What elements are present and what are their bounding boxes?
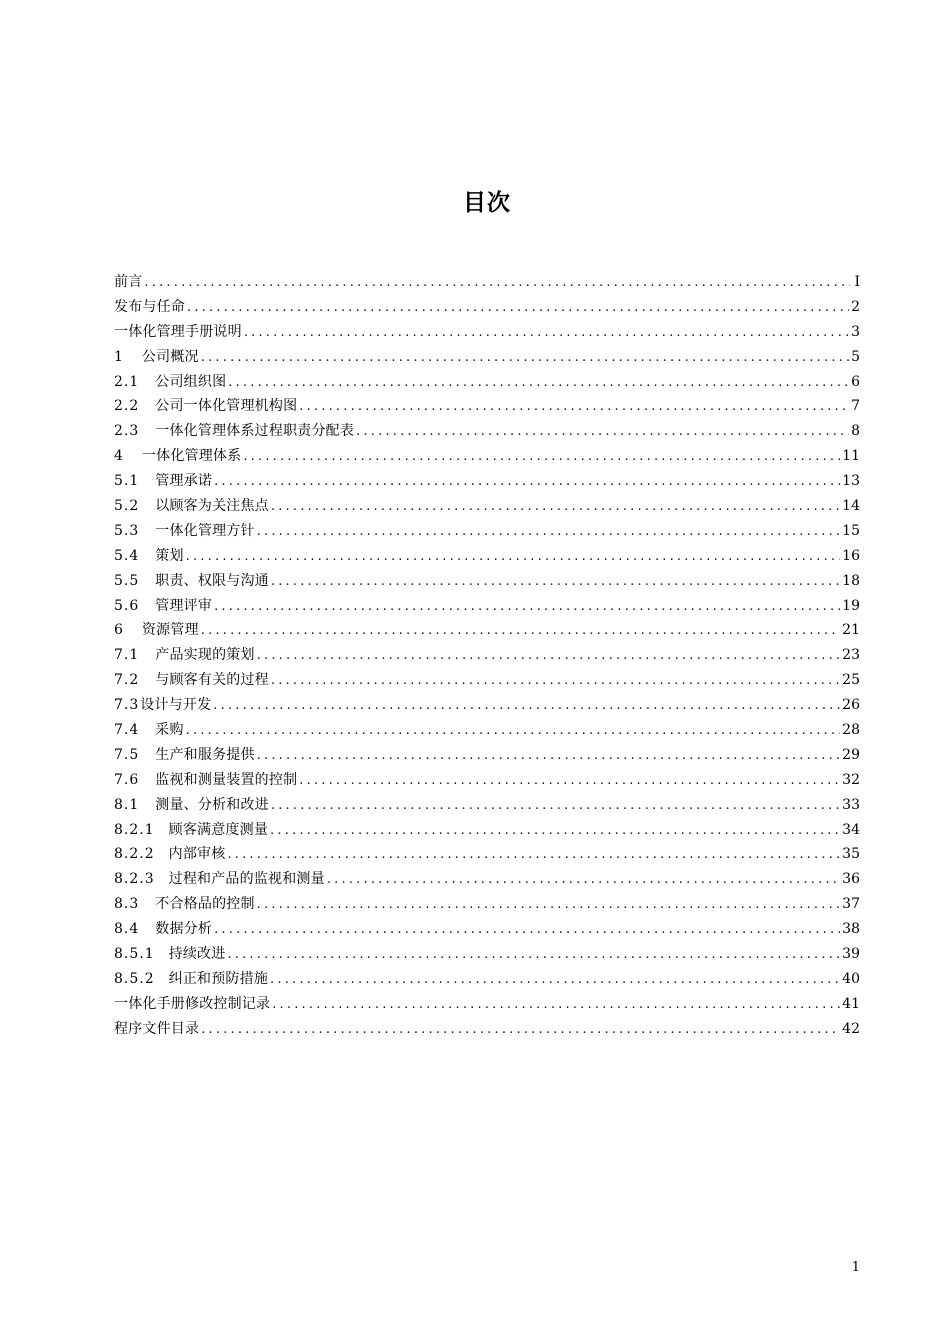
toc-entry[interactable] — [114, 320, 860, 345]
toc-entry-title: 内部审核 — [168, 846, 226, 863]
toc-dot-leader — [244, 321, 849, 345]
toc-entry-page: 42 — [842, 1020, 860, 1037]
toc-dot-leader — [227, 843, 840, 867]
toc-entry[interactable] — [114, 444, 860, 469]
toc-entry[interactable] — [114, 345, 860, 370]
toc-dot-leader — [271, 669, 840, 693]
toc-entry-page: 39 — [842, 946, 860, 963]
toc-dot-leader — [214, 470, 840, 494]
toc-dot-leader — [213, 694, 840, 718]
toc-entry[interactable] — [114, 693, 860, 718]
toc-entry[interactable] — [114, 818, 860, 843]
table-of-contents — [114, 270, 860, 1042]
toc-entry-title: 顾客满意度测量 — [168, 821, 269, 838]
toc-dot-leader — [228, 371, 849, 395]
page-title: 目次 — [463, 190, 511, 216]
toc-entry-page: 21 — [842, 622, 860, 639]
toc-entry-page: 3 — [851, 323, 860, 340]
toc-entry-number: 8.1 — [114, 796, 140, 813]
toc-entry-title: 策划 — [155, 547, 184, 564]
toc-entry-page: 14 — [842, 498, 860, 515]
toc-entry-page: 29 — [842, 746, 860, 763]
footer-page-number: 1 — [851, 1260, 860, 1275]
toc-entry-page: 26 — [842, 697, 860, 714]
toc-entry-title: 一体化管理体系 — [141, 448, 242, 465]
toc-entry-title: 职责、权限与沟通 — [155, 572, 269, 589]
toc-entry-title: 公司概况 — [141, 348, 199, 365]
toc-entry-page: 11 — [842, 448, 860, 465]
toc-entry-title: 一体化管理手册说明 — [114, 323, 242, 340]
toc-entry-number: 5.6 — [114, 597, 140, 614]
toc-entry-page: 28 — [842, 722, 860, 739]
toc-entry-number: 7.1 — [114, 647, 140, 664]
toc-entry-number: 7.4 — [114, 722, 140, 739]
toc-dot-leader — [299, 769, 840, 793]
toc-entry-number: 7.6 — [114, 771, 140, 788]
toc-entry-number: 4 — [114, 448, 124, 465]
toc-entry-number: 7.5 — [114, 746, 140, 763]
toc-entry[interactable] — [114, 544, 860, 569]
toc-entry-number: 8.3 — [114, 896, 140, 913]
toc-entry-number: 7.3 — [114, 697, 140, 714]
toc-entry-page: 41 — [842, 995, 860, 1012]
toc-dot-leader — [201, 1018, 840, 1042]
toc-entry[interactable] — [114, 867, 860, 892]
toc-entry-page: 32 — [842, 771, 860, 788]
toc-dot-leader — [186, 545, 841, 569]
toc-entry-number: 2.3 — [114, 423, 140, 440]
toc-entry-title: 一体化管理方针 — [155, 522, 255, 539]
toc-entry-title: 测量、分析和改进 — [155, 796, 269, 813]
toc-entry[interactable] — [114, 668, 860, 693]
toc-entry-page: 19 — [842, 597, 860, 614]
toc-entry[interactable] — [114, 643, 860, 668]
toc-entry-page: 16 — [842, 547, 860, 564]
toc-entry-title: 数据分析 — [155, 921, 213, 938]
toc-dot-leader — [214, 918, 840, 942]
toc-entry-number: 7.2 — [114, 672, 140, 689]
toc-entry[interactable] — [114, 295, 860, 320]
toc-entry[interactable] — [114, 992, 860, 1017]
toc-dot-leader — [271, 495, 840, 519]
toc-entry-title: 监视和测量装置的控制 — [155, 771, 298, 788]
toc-entry[interactable] — [114, 942, 860, 967]
toc-entry-page: 35 — [842, 846, 860, 863]
toc-entry-page: 5 — [851, 348, 860, 365]
toc-entry-title: 一体化手册修改控制记录 — [114, 995, 271, 1012]
toc-entry-title: 产品实现的策划 — [155, 647, 255, 664]
toc-entry-page: 13 — [842, 473, 860, 490]
toc-entry-title: 设计与开发 — [140, 697, 212, 714]
toc-entry-page: 15 — [842, 522, 860, 539]
toc-dot-leader — [227, 943, 840, 967]
toc-entry-title: 管理承诺 — [155, 473, 213, 490]
toc-entry[interactable] — [114, 594, 860, 619]
toc-entry[interactable] — [114, 1017, 860, 1042]
toc-entry-page: I — [854, 274, 860, 290]
toc-entry-page: 37 — [842, 896, 860, 913]
toc-dot-leader — [144, 271, 850, 295]
toc-entry-title: 资源管理 — [141, 622, 199, 639]
toc-entry[interactable] — [114, 793, 860, 818]
toc-entry-number: 8.5.1 — [114, 946, 155, 963]
toc-dot-leader — [201, 619, 840, 643]
toc-entry-number: 5.4 — [114, 547, 140, 564]
toc-entry-number: 8.4 — [114, 921, 140, 938]
toc-entry-number: 2.1 — [114, 373, 140, 390]
toc-dot-leader — [186, 719, 841, 743]
toc-entry-number: 5.5 — [114, 572, 140, 589]
toc-entry-number: 6 — [114, 622, 124, 639]
toc-entry[interactable] — [114, 768, 860, 793]
toc-entry-number: 8.2.1 — [114, 821, 155, 838]
toc-entry-title: 与顾客有关的过程 — [155, 672, 269, 689]
toc-entry[interactable] — [114, 718, 860, 743]
toc-entry[interactable] — [114, 270, 860, 295]
toc-entry-title: 一体化管理体系过程职责分配表 — [155, 423, 355, 440]
toc-entry-page: 8 — [851, 423, 860, 440]
toc-entry-title: 以顾客为关注焦点 — [155, 498, 269, 515]
toc-dot-leader — [257, 893, 841, 917]
toc-dot-leader — [327, 868, 840, 892]
toc-entry[interactable] — [114, 494, 860, 519]
toc-entry-number: 5.2 — [114, 498, 140, 515]
toc-entry[interactable] — [114, 569, 860, 594]
toc-dot-leader — [214, 595, 840, 619]
toc-dot-leader — [243, 445, 840, 469]
toc-entry-page: 6 — [851, 373, 860, 390]
toc-dot-leader — [270, 968, 840, 992]
toc-entry-page: 25 — [842, 672, 860, 689]
toc-entry-title: 生产和服务提供 — [155, 746, 255, 763]
toc-entry-page: 34 — [842, 821, 860, 838]
toc-dot-leader — [271, 794, 840, 818]
toc-entry[interactable] — [114, 370, 860, 395]
toc-entry-page: 23 — [842, 647, 860, 664]
toc-entry-page: 36 — [842, 871, 860, 888]
toc-dot-leader — [201, 346, 849, 370]
toc-dot-leader — [257, 520, 841, 544]
toc-dot-leader — [270, 819, 840, 843]
toc-entry-title: 前言 — [114, 274, 143, 290]
toc-entry-title: 公司一体化管理机构图 — [155, 398, 298, 415]
toc-entry[interactable] — [114, 743, 860, 768]
toc-entry-number: 5.1 — [114, 473, 140, 490]
toc-dot-leader — [187, 296, 849, 320]
toc-entry[interactable] — [114, 394, 860, 419]
toc-entry-title: 持续改进 — [168, 946, 226, 963]
toc-entry-page: 33 — [842, 796, 860, 813]
toc-entry-title: 程序文件目录 — [114, 1020, 200, 1037]
toc-entry-page: 2 — [851, 298, 860, 315]
toc-entry-number: 8.2.2 — [114, 846, 155, 863]
toc-entry-title: 不合格品的控制 — [155, 896, 255, 913]
toc-entry-page: 7 — [851, 398, 860, 415]
toc-entry-number: 5.3 — [114, 522, 140, 539]
toc-entry-title: 发布与任命 — [114, 298, 185, 315]
toc-entry-title: 过程和产品的监视和测量 — [168, 871, 325, 888]
toc-dot-leader — [299, 395, 849, 419]
toc-entry[interactable] — [114, 469, 860, 494]
toc-entry[interactable] — [114, 618, 860, 643]
toc-entry-page: 38 — [842, 921, 860, 938]
toc-dot-leader — [271, 570, 840, 594]
toc-entry[interactable] — [114, 967, 860, 992]
toc-entry[interactable] — [114, 842, 860, 867]
toc-entry[interactable] — [114, 917, 860, 942]
toc-dot-leader — [356, 420, 849, 444]
toc-dot-leader — [272, 993, 840, 1017]
toc-entry[interactable] — [114, 519, 860, 544]
toc-entry-number: 1 — [114, 348, 124, 365]
toc-dot-leader — [257, 744, 841, 768]
toc-entry-page: 40 — [842, 970, 860, 987]
toc-entry[interactable] — [114, 419, 860, 444]
toc-entry[interactable] — [114, 892, 860, 917]
toc-entry-page: 18 — [842, 572, 860, 589]
toc-entry-title: 采购 — [155, 722, 184, 739]
toc-entry-title: 公司组织图 — [155, 373, 227, 390]
toc-entry-number: 8.2.3 — [114, 871, 155, 888]
toc-entry-number: 8.5.2 — [114, 970, 155, 987]
toc-entry-number: 2.2 — [114, 398, 140, 415]
toc-entry-title: 管理评审 — [155, 597, 213, 614]
toc-dot-leader — [257, 644, 841, 668]
toc-entry-title: 纠正和预防措施 — [168, 970, 269, 987]
